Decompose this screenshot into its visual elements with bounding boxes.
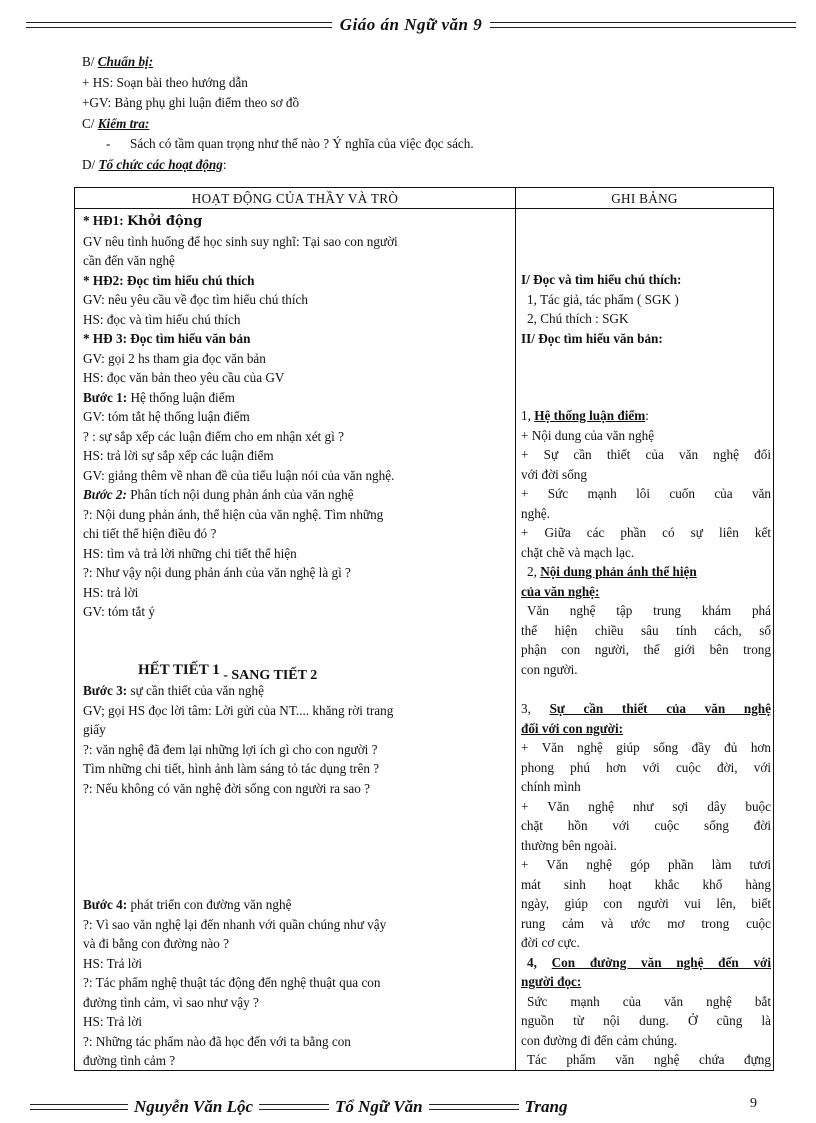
header-rule-left bbox=[26, 22, 332, 28]
step2-label: Bước 2: bbox=[83, 487, 127, 502]
r5-title: Hệ thống luận điểm bbox=[534, 408, 646, 423]
page-footer bbox=[30, 1096, 710, 1118]
step1-label: Bước 1: bbox=[83, 389, 128, 405]
c-heading: C/ bbox=[82, 115, 98, 131]
footer-author: Nguyễn Văn Lộc bbox=[134, 1097, 253, 1116]
lesson-section-divider: HẾT TIẾT 1 - SANG TIẾT 2 bbox=[138, 662, 318, 683]
r13-title: Nội dung phản ánh thể hiện bbox=[540, 564, 697, 579]
table-header-row bbox=[75, 188, 773, 209]
b-line-2: +GV: Bảng phụ ghi luận điểm theo sơ đồ bbox=[82, 95, 300, 110]
b-line-1: + HS: Soạn bài theo hướng dẫn bbox=[82, 74, 248, 90]
d-heading: D/ bbox=[82, 156, 99, 172]
r19-title: Sự cần thiết của văn nghệ bbox=[549, 701, 771, 716]
left-column-upper: * HĐ1: Khởi động GV nêu tình huống để học sinh suy nghĩ: Tại sao con người cần đến văn nghệ * HĐ2: Đọc tìm hiểu chú thích GV: nêu yêu cầu về đọc tìm hiểu chú thích HS: đọc và tìm hiểu chú thích * HĐ 3: Đọc tìm hiểu văn bản GV: gọi 2 hs tham gia đọc văn bản HS: đọc văn bản theo yêu cầu của GV Bước 1: Hệ thống luận điểm GV: tóm tắt hệ thống luận điểm ? : sự sắp xếp các luận điểm cho em nhận xét gì ? HS: trả lời sự sắp xếp các luận điểm GV: giảng thêm về nhan đề của tiểu luận nói của văn nghệ. Bước 2: Phân tích nội dung phản ánh của văn nghệ ?: Nội dung phản ánh, thể hiện của văn nghệ. Tìm những chi tiết thể hiện điều đó ? HS: tìm và trả lời những chi tiết thể hiện ?: Như vậy nội dung phản ánh của văn nghệ là gì ? HS: trả lời GV: tóm tắt ý bbox=[83, 213, 398, 619]
right-column-block-2: 1, Hệ thống luận điểm: + Nội dung của văn nghệ + Sự cần thiết của văn nghệ đối với đời sống + Sức mạnh lôi cuốn của văn nghệ. + Giữa các phần có sự liên kết chặt chẽ và mạch lạc. 2, Nội dung phản ánh thể hiện của văn nghệ: Văn nghệ tập trung khám phá thể hiện chiều sâu tính cách, số phận con người, thế giới bên trong con người. bbox=[521, 408, 771, 677]
r32-title: Con đường văn nghệ đến với bbox=[551, 954, 771, 970]
intro-section: B/ Chuẩn bị: + HS: Soạn bài theo hướng dẫn +GV: Bảng phụ ghi luận điểm theo sơ đồ C/ Kiểm tra: - Sách có tầm quan trọng như thế nào ? Ý nghĩa của việc đọc sách. D/ Tổ chức các hoạt động: bbox=[82, 52, 782, 175]
c-line: - Sách có tầm quan trọng như thế nào ? Ý nghĩa của việc đọc sách. bbox=[106, 136, 474, 151]
section-i-heading: I/ Đọc và tìm hiểu chú thích: bbox=[521, 272, 682, 287]
hd1-title: Khởi động bbox=[126, 214, 203, 229]
footer-rule-2 bbox=[259, 1104, 329, 1110]
right-column-block-3: 3, Sự cần thiết của văn nghệ đối với con người: + Văn nghệ giúp sống đầy đủ hơn phong phú hơn với cuộc đời, với chính mình + Văn nghệ như sợi dây buộc chặt hồn với cuộc sống đời thường bên ngoài. + Văn nghệ góp phần làm tươi mát sinh hoạt khắc khổ hàng ngày, giúp con người vui lên, biết rung cảm và ước mơ trong cuộc đời cơ cực. 4, Con đường văn nghệ đến với người đọc: Sức mạnh của văn nghệ bắt nguồn từ nội dung. Ở cũng là con đường đi đến cảm chúng. Tác phẩm văn nghệ chứa đựng bbox=[521, 701, 771, 1067]
footer-rule-3 bbox=[429, 1104, 519, 1110]
footer-rule-1 bbox=[30, 1104, 128, 1110]
column-separator bbox=[515, 188, 516, 1070]
section-ii-heading: II/ Đọc tìm hiểu văn bản: bbox=[521, 330, 663, 346]
hd2-title: Đọc tìm hiểu chú thích bbox=[126, 272, 255, 288]
header-title: Giáo án Ngữ văn 9 bbox=[339, 15, 483, 34]
hd3-title: Đọc tìm hiểu văn bản bbox=[130, 331, 251, 346]
col-right-header: GHI BẢNG bbox=[611, 191, 678, 206]
lesson-table bbox=[74, 187, 774, 1071]
step4-label: Bước 4: bbox=[83, 897, 128, 912]
page-header bbox=[26, 14, 796, 36]
footer-page-label: Trang bbox=[524, 1097, 568, 1116]
page-number: 9 bbox=[750, 1096, 757, 1111]
right-column-block-1: I/ Đọc và tìm hiểu chú thích: 1, Tác giả, tác phẩm ( SGK ) 2, Chú thích : SGK II/ Đọc tìm hiểu văn bản: bbox=[521, 270, 771, 348]
col-left-header: HOẠT ĐỘNG CỦA THẦY VÀ TRÒ bbox=[191, 191, 399, 206]
left-column-middle: Bước 3: sự cần thiết của văn nghệ GV; gọi HS đọc lời tâm: Lời gửi của NT.... khăng rời trang giấy ?: văn nghệ đã đem lại những lợi ích gì cho con người ? Tìm những chi tiết, hình ảnh làm sáng tỏ tác dụng trên ? ?: Nếu không có văn nghệ đời sống con người ra sao ? bbox=[83, 683, 394, 796]
b-label: Chuẩn bị: bbox=[97, 54, 154, 69]
footer-group: Tổ Ngữ Văn bbox=[335, 1097, 423, 1116]
step3-label: Bước 3: bbox=[83, 683, 128, 698]
left-column-lower: Bước 4: phát triển con đường văn nghệ ?: Vì sao văn nghệ lại đến nhanh với quần chúng như vậy và đi bằng con đường nào ? HS: Trả lời ?: Tác phẩm nghệ thuật tác động đến nghệ thuật qua con đường tình cảm, vì sao như vậy ? HS: Trả lời ?: Những tác phẩm nào đã học đến với ta bằng con đường tình cảm ? bbox=[83, 897, 387, 1068]
b-heading: B/ bbox=[82, 54, 98, 69]
header-rule-right bbox=[490, 22, 796, 28]
d-label: Tổ chức các hoạt động bbox=[98, 156, 223, 172]
c-label: Kiểm tra: bbox=[97, 115, 150, 131]
